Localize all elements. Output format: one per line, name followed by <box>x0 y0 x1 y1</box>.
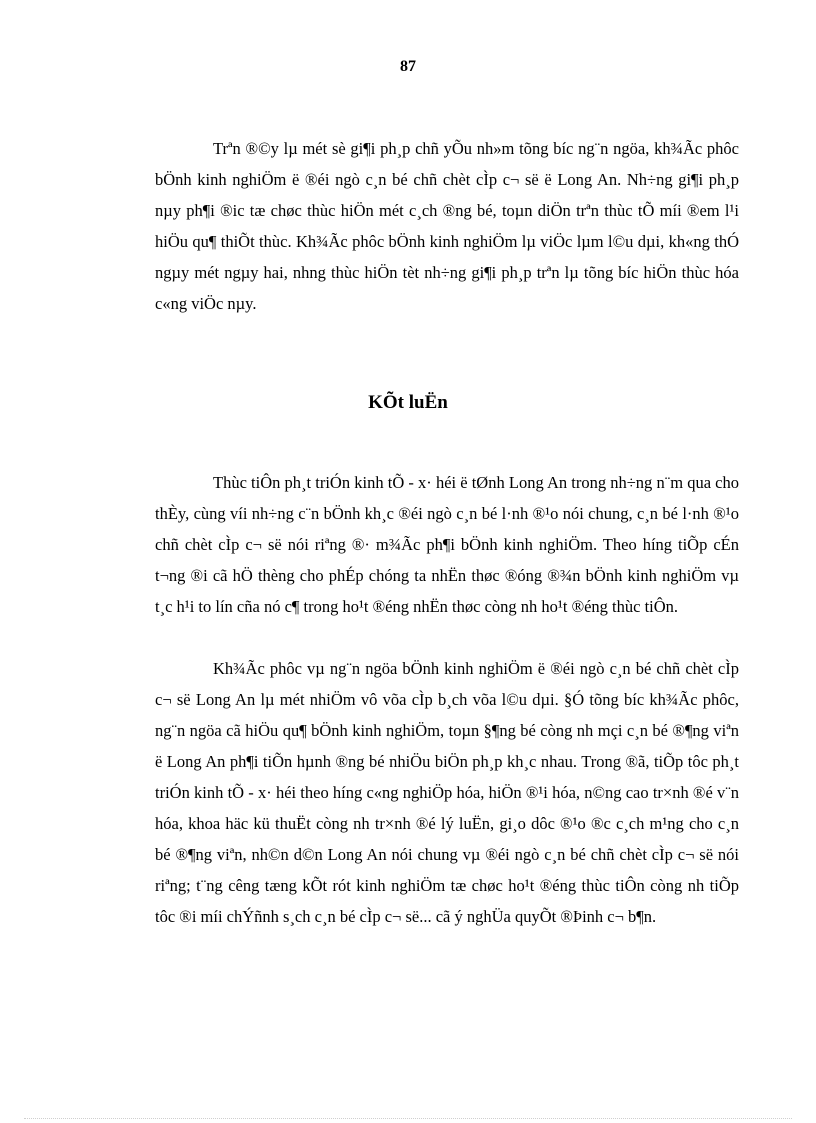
paragraph: Kh¾Ãc phôc vµ ng¨n ngöa bÖnh kinh nghiÖm ë ®éi ngò c¸n bé chñ chèt cÌp c¬ së Long An lµ mét nhiÖm vô võa cÌp b¸ch võa l©u dµi. §Ó tõng bíc kh¾Ãc phôc, ng¨n ngöa cã hiÖu qu¶ bÖnh kinh nghiÖm, toµn §¶ng bé còng nh mçi c¸n bé ®¶ng viªn ë Long An ph¶i tiÕn hµnh ®ng bé nhiÖu biÖn ph¸p kh¸c nhau. Trong ®ã, tiÕp tôc ph¸t triÓn kinh tÕ - x· héi theo híng c«ng nghiÖp hóa, hiÖn ®¹i hóa, n©ng cao tr×nh ®é v¨n hóa, khoa häc kü thuËt còng nh tr×nh ®é lý luËn, gi¸o dôc ®¹o ®c c¸ch m¹ng cho c¸n bé ®¶ng viªn, nh©n d©n Long An nói chung vµ ®éi ngò c¸n bé chñ chèt cÌp c¬ së nói riªng; t¨ng cêng tæng kÕt rót kinh nghiÖm tæ chøc ho¹t ®éng thùc tiÔn còng nh tiÕp tôc ®i míi chÝñnh s¸ch c¸n bé cÌp c¬ së... cã ý nghÜa quyÕt ®Þinh c¬ b¶n. <box>155 659 739 926</box>
page-bottom-divider <box>24 1118 792 1119</box>
conclusion-text-block-2 <box>155 653 739 932</box>
intro-text-block <box>155 133 739 319</box>
section-heading: KÕt luËn <box>368 392 448 413</box>
paragraph: Thùc tiÔn ph¸t triÓn kinh tÕ - x· héi ë tØnh Long An trong nh÷ng n¨m qua cho thÈy, cùng víi nh÷ng c¨n bÖnh kh¸c ®éi ngò c¸n bé l·nh ®¹o nói chung, c¸n bé l·nh ®¹o chñ chèt cÌp c¬ së nói riªng ®· m¾Ãc ph¶i bÖnh kinh nghiÖm. Theo híng tiÕp cÉn t¬ng ®i cã hÖ thèng cho phÉp chóng ta nhËn thøc ®óng ®¾n bÖnh kinh nghiÖm vµ t¸c h¹i to lín cña nó c¶ trong ho¹t ®éng nhËn thøc còng nh ho¹t ®éng thùc tiÔn. <box>155 473 739 616</box>
paragraph: Trªn ®©y lµ mét sè gi¶i ph¸p chñ yÕu nh»m tõng bíc ng¨n ngöa, kh¾Ãc phôc bÖnh kinh nghiÖm ë ®éi ngò c¸n bé chñ chèt cÌp c¬ së ë Long An. Nh÷ng gi¶i ph¸p nµy ph¶i ®ic tæ chøc thùc hiÖn mét c¸ch ®ng bé, toµn diÖn trªn thùc tÕ míi ®em l¹i hiÖu qu¶ thiÕt thùc. Kh¾Ãc phôc bÖnh kinh nghiÖm lµ viÖc lµm l©u dµi, kh«ng thÓ ngµy mét ngµy hai, nhng thùc hiÖn tèt nh÷ng gi¶i ph¸p trªn lµ tõng bíc hiÖn thùc hóa c«ng viÖc nµy. <box>155 139 739 313</box>
page-number: 87 <box>400 58 416 75</box>
conclusion-text-block-1 <box>155 467 739 622</box>
